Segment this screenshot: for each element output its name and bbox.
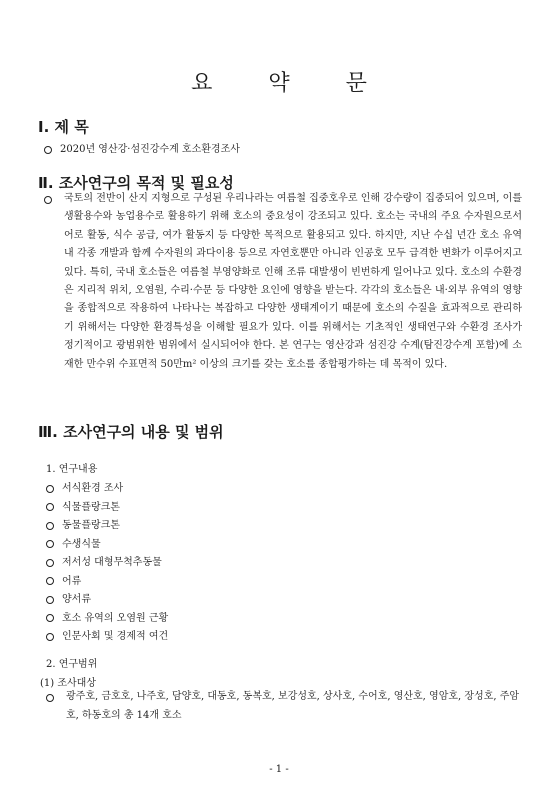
- page-number: - 1 -: [269, 764, 289, 775]
- list-item: [46, 554, 168, 573]
- list-item: [46, 610, 168, 629]
- section-2-heading: Ⅱ. 조사연구의 목적 및 필요성: [38, 174, 234, 192]
- bullet-circle-icon: [44, 196, 52, 204]
- list-item-text: 어류: [62, 575, 82, 587]
- target-text: 광주호, 금호호, 나주호, 담양호, 대동호, 동복호, 보강성호, 상사호, 수어호, 영산호, 영암호, 장성호, 주암호, 하동호의 총 14개 호소: [66, 691, 520, 721]
- list-item: [46, 591, 168, 610]
- contents-list: [46, 480, 168, 647]
- section-2-paragraph-text: 국토의 전반이 산지 지형으로 구성된 우리나라는 여름철 집중호우로 인해 강수량이 집중되어 있으며, 이를 생활용수와 농업용수로 활용하기 위해 호소의 중요성이 강조되고 있다. 호소는 국내의 주요 수자원으로서 어로 활동, 식수 공급, 여가 활동지 등 다양한 목적으로 활용되고 있다. 하지만, 지난 수십 년간 호소 유역 내 각종 개발과 함께 수자원의 과다이용 등으로 자연호뿐만 아니라 인공호 모두 급격한 변화가 이루어지고 있다. 특히, 국내 호소들은 여름철 부영양화로 인해 조류 대발생이 빈번하게 일어나고 있다. 호소의 수환경은 지리적 위치, 오염원, 수리·수문 등 다양한 요인에 영향을 받는다. 각각의 호소들은 내·외부 유역의 영향을 종합적으로 작용하여 나타나는 복잡하고 다양한 생태계이기 때문에 호소의 수질을 효과적으로 관리하기 위해서는 다양한 환경특성을 이해할 필요가 있다. 이를 위해서는 기초적인 생태연구와 수환경 조사가 정기적이고 광범위한 범위에서 실시되어야 한다. 본 연구는 영산강과 섬진강 수계(탐진강수계 포함)에 소재한 만수위 수표면적 50만m² 이상의 크기를 갖는 호소를 종합평가하는 데 목적이 있다.: [64, 193, 522, 370]
- list-item-text: 저서성 대형무척추동물: [62, 557, 162, 568]
- target-label: (1) 조사대상: [40, 678, 96, 689]
- list-item: [46, 499, 168, 518]
- section-1-heading: Ⅰ. 제 목: [38, 118, 89, 136]
- list-item: [46, 536, 168, 555]
- bullet-circle-icon: [46, 577, 54, 585]
- list-item-text: 서식환경 조사: [62, 483, 124, 494]
- contents-label: 1. 연구내용: [46, 464, 98, 475]
- list-item-text: 인문사회 및 경제적 여건: [62, 631, 169, 642]
- list-item: [46, 628, 168, 647]
- bullet-circle-icon: [46, 559, 54, 567]
- bullet-circle-icon: [46, 522, 54, 530]
- bullet-circle-icon: [46, 503, 54, 511]
- list-item: [46, 480, 168, 499]
- list-item-text: 동물플랑크톤: [62, 520, 120, 531]
- section-2-paragraph: [44, 190, 522, 374]
- bullet-circle-icon: [46, 540, 54, 548]
- list-item: [46, 573, 168, 592]
- list-item: [46, 517, 168, 536]
- bullet-circle-icon: [46, 596, 54, 604]
- title-char: 문: [345, 71, 367, 96]
- target-paragraph: [46, 688, 522, 725]
- bullet-circle-icon: [46, 485, 54, 493]
- list-item-text: 식물플랑크톤: [62, 501, 120, 513]
- bullet-circle-icon: [46, 633, 54, 641]
- section-1-item: [44, 140, 240, 155]
- scope-label: 2. 연구범위: [46, 659, 98, 670]
- list-item-text: 양서류: [62, 594, 91, 605]
- title-char: 요: [191, 71, 213, 96]
- page-title: [0, 66, 558, 97]
- list-item-text: 호소 유역의 오염원 근황: [62, 612, 169, 624]
- bullet-circle-icon: [46, 614, 54, 622]
- list-item-text: 수생식물: [62, 538, 101, 550]
- section-3-heading: Ⅲ. 조사연구의 내용 및 범위: [38, 423, 224, 441]
- section-1-item-text: 2020년 영산강·섬진강수계 호소환경조사: [60, 144, 240, 155]
- bullet-circle-icon: [46, 694, 54, 702]
- bullet-circle-icon: [44, 146, 52, 154]
- title-char: 약: [268, 71, 290, 96]
